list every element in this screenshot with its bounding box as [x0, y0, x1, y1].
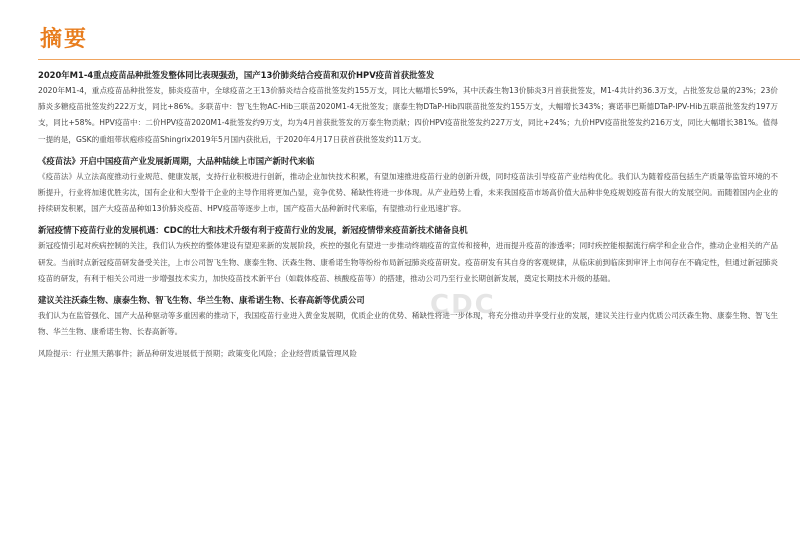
- section-body: 我们认为在监管强化、国产大品种驱动等多重因素的推动下，我国疫苗行业进入黄金发展期，优质企业的优势、稀缺性将进一步体现，将充分推动并享受行业的发展，建议关注行业内优质公司沃森生物、康泰生物、智飞生物、华兰生物、康希诺生物、长春高新等。: [38, 311, 778, 337]
- section-heading: 2020年M1-4重点疫苗品种批签发整体同比表现强劲，国产13价肺炎结合疫苗和双价HPV疫苗首获批签发: [38, 70, 435, 80]
- section-covid-opportunity: [38, 223, 778, 287]
- summary-content: [38, 68, 778, 362]
- section-heading: 建议关注沃森生物、康泰生物、智飞生物、华兰生物、康希诺生物、长春高新等优质公司: [38, 295, 365, 306]
- risk-warning: 风险提示：行业黑天鹅事件；新品种研发进展低于预期；政策变化风险；企业经营质量管理风险: [38, 349, 357, 359]
- section-heading: 新冠疫情下疫苗行业的发展机遇：CDC的壮大和技术升级有利于疫苗行业的发展，新冠疫情带来疫苗新技术储备良机: [38, 225, 468, 236]
- section-recommendation: [38, 293, 778, 340]
- page-title: 摘要: [40, 27, 89, 52]
- section-body: 新冠疫情引起对疾病控制的关注，我们认为疾控的整体建设有望迎来新的发展阶段，疾控的强化有望进一步推动终端疫苗的宣传和接种，进而提升疫苗的渗透率；同时疾控能根据流行病学和企业合作，推动企业相关的产品研发。当前时点新冠疫苗研发备受关注，上市公司智飞生物、康泰生物、沃森生物、康希诺生物等纷纷布局新冠肺炎疫苗研发。疫苗研发有其自身的客观规律，从临床前到临床到审评上市间存在不确定性，但通过新冠肺炎疫苗的研发，有利于相关公司进一步增强技术实力，加快疫苗技术新平台（如载体疫苗、核酸疫苗等）的搭建，推动公司乃至行业长期创新发展，奠定长期技术升级的基础。: [38, 241, 778, 283]
- section-batch-release: [38, 68, 778, 148]
- title-divider: [38, 59, 800, 60]
- section-body: 2020年M1-4，重点疫苗品种批签发，肺炎疫苗中，全球疫苗之王13价肺炎结合疫苗批签发约155万支，同比大幅增长59%，其中沃森生物13价肺炎3月首获批签发，M1-4共计约36.3万支，占批签发总量的23%；23价肺炎多糖疫苗批签发约222万支，同比+86%。多联苗中：智飞生物AC-Hib三联苗2020M1-4无批签发；康泰生物DTaP-Hib四联苗批签发约155万支，大幅增长343%；赛诺菲巴斯德DTaP-IPV-Hib五联苗批签发约197万支，同比+58%。HPV疫苗中：二价HPV疫苗2020M1-4批签发约9万支，均为4月首获批签发的万泰生物贡献；四价HPV疫苗批签发约227万支，同比+24%；九价HPV疫苗批签发约216万支，同比大幅增长381%。值得一提的是，GSK的重组带状疱疹疫苗Shingrix2019年5月国内获批后，于2020年4月17日获首获批签发约11万支。: [38, 86, 778, 144]
- watermark: CDC: [430, 290, 496, 320]
- section-vaccine-law: [38, 154, 778, 218]
- section-heading: 《疫苗法》开启中国疫苗产业发展新周期，大品种陆续上市国产新时代来临: [38, 155, 315, 166]
- section-body: 《疫苗法》从立法高度推动行业规范、健康发展，支持行业积极进行创新，推动企业加快技术积累，有望加速推进疫苗行业的创新升级，同时疫苗法引导疫苗产业结构优化。我们认为随着疫苗包括生产质量等监管环境的不断提升，行业将加速优胜劣汰，国有企业和大型骨干企业的主导作用将更加凸显，竞争优势、稀缺性将进一步体现。从产业趋势上看，未来我国疫苗市场高价值大品种非免疫规划疫苗有很大的发展空间。而随着国内企业的持续研发积累，国产大疫苗品种如13价肺炎疫苗、HPV疫苗等逐步上市，国产疫苗大品种新时代来临，有望推动行业迅速扩容。: [38, 171, 778, 214]
